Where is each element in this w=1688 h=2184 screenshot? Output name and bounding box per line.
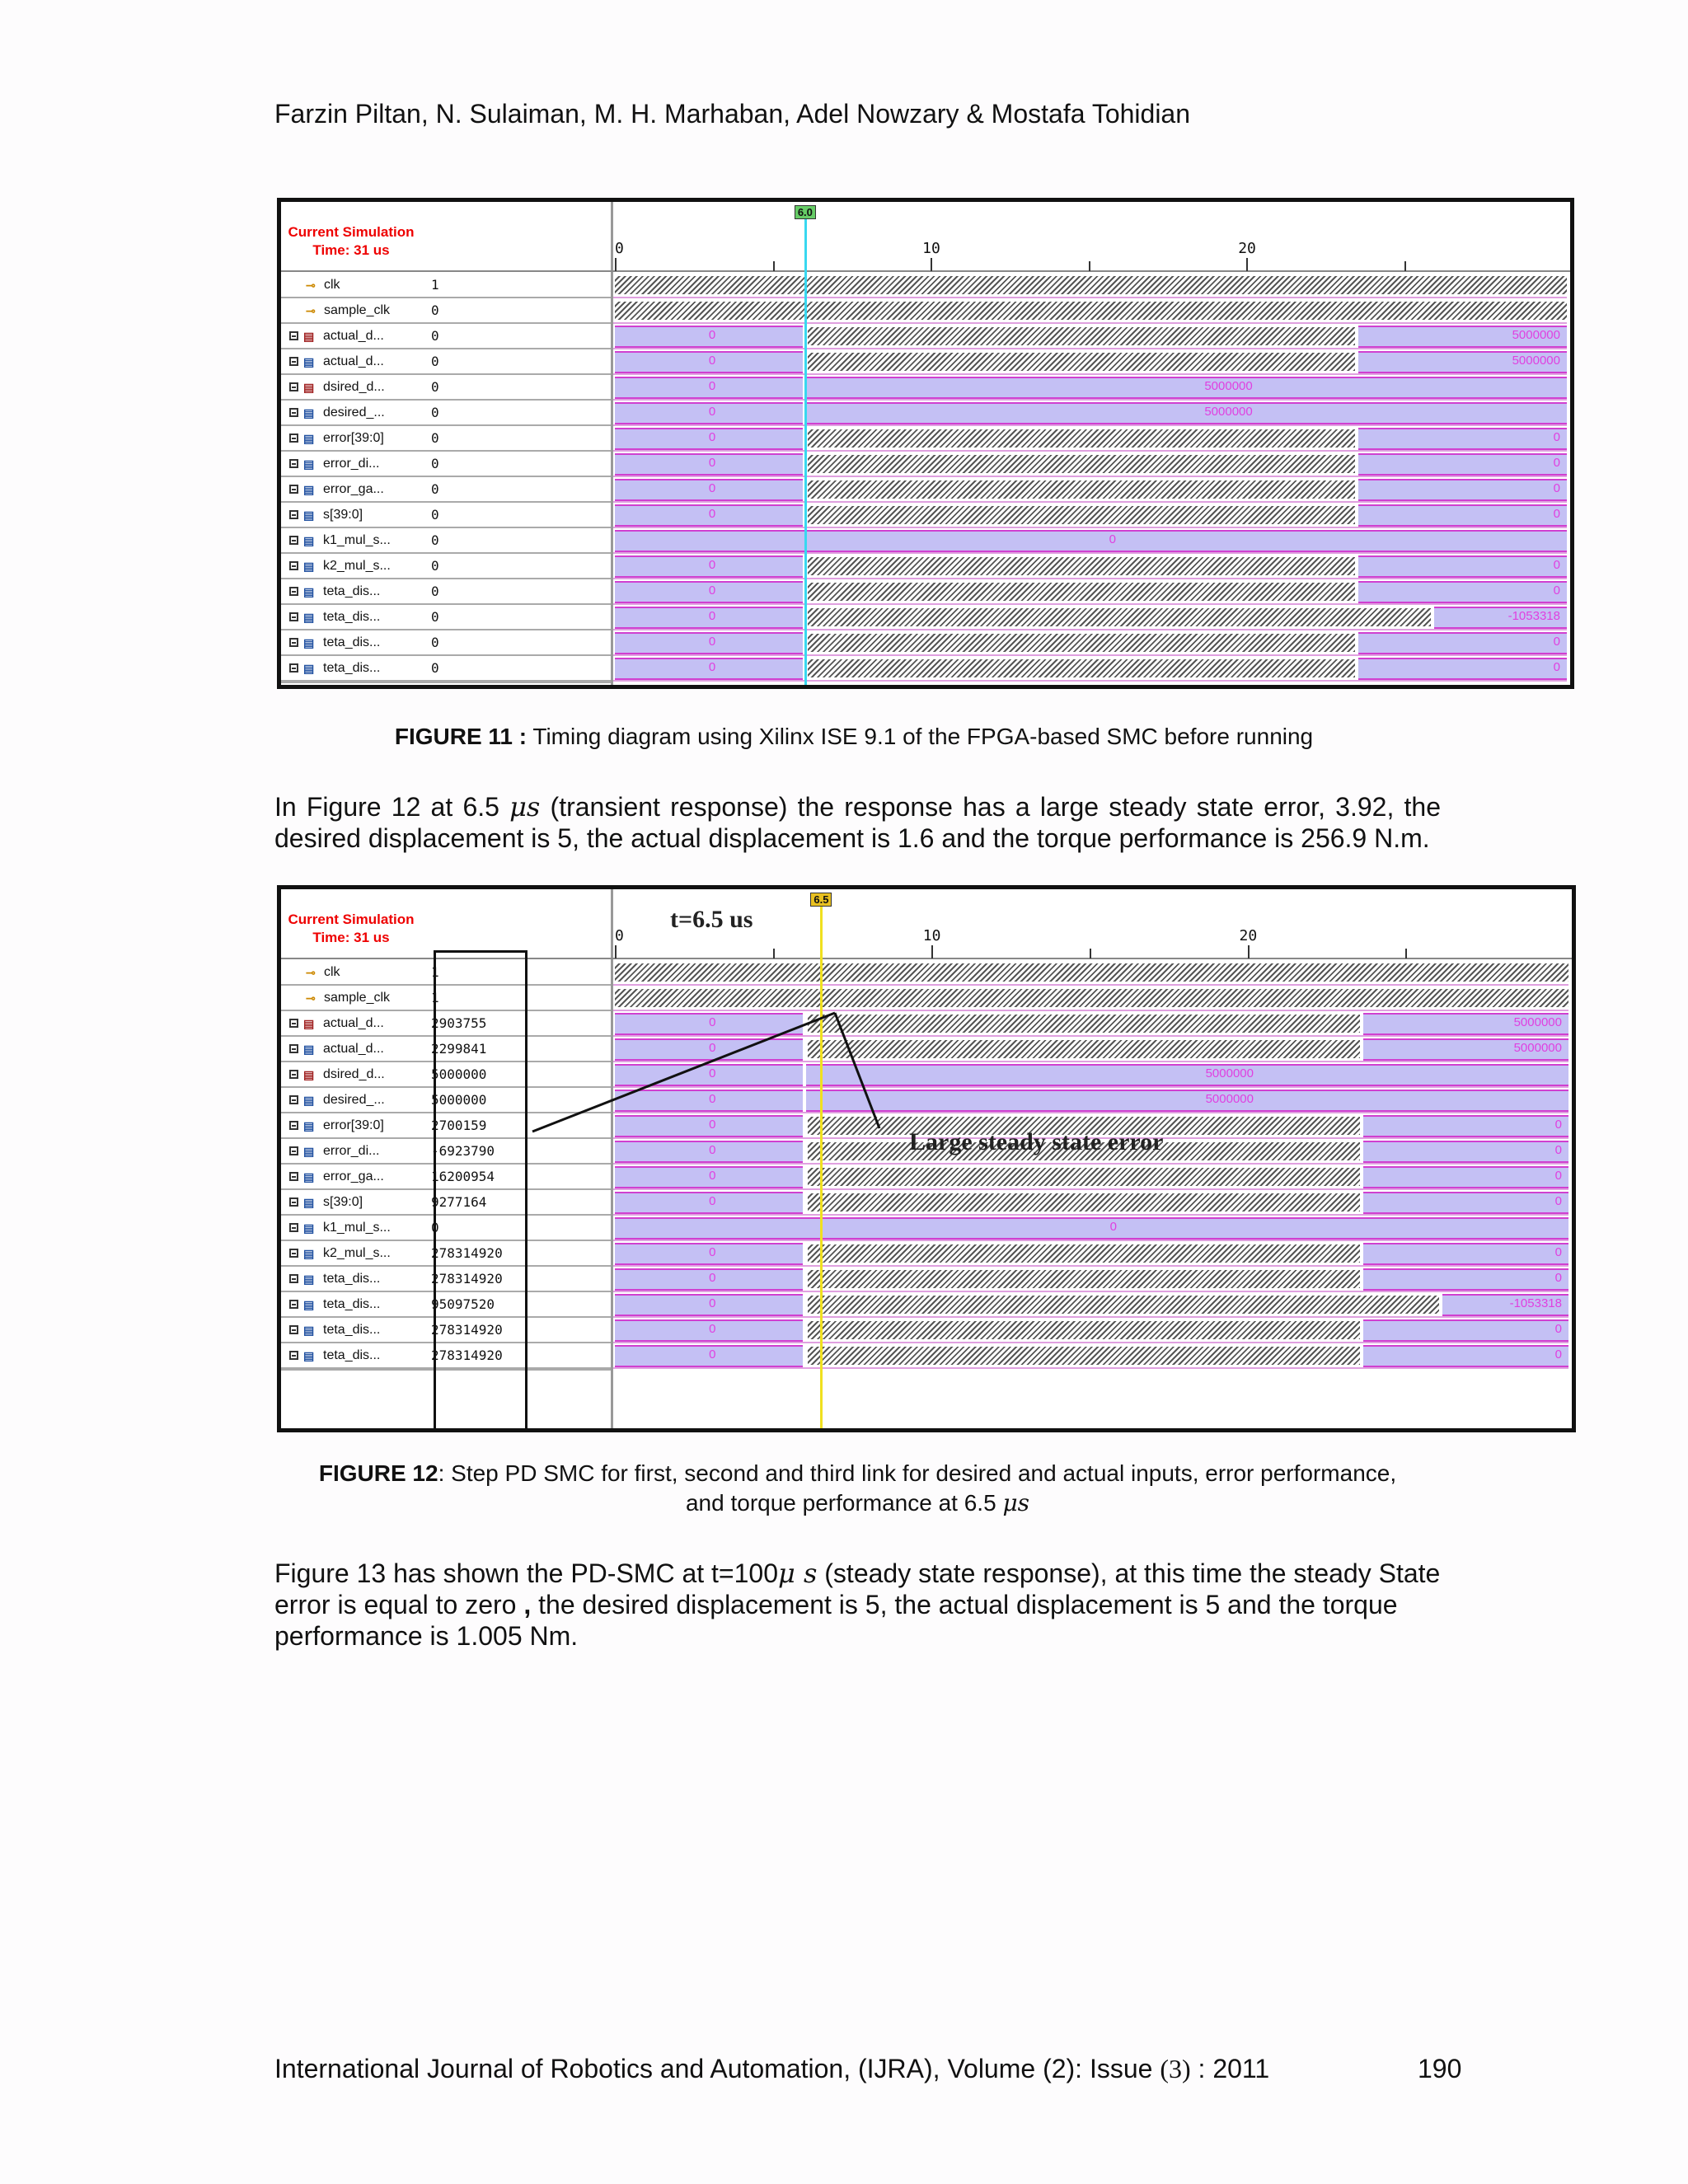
bus-value-label: 5000000 (1513, 1041, 1562, 1055)
bus-signal-icon: ▤ (303, 584, 315, 598)
signal-name: actual_d... (323, 1016, 384, 1030)
expand-bus-icon[interactable] (289, 357, 298, 366)
bus-signal-icon: ▤ (303, 482, 315, 496)
bus-signal-icon: ▤ (303, 635, 315, 649)
signal-name: sample_clk (324, 303, 391, 317)
signal-name: clk (324, 278, 340, 292)
paragraph-text: the desired displacement is 5, the actual displacement is 5 and the torque performance is 1.005 Nm. (274, 1590, 1398, 1651)
signal-name: teta_dis... (323, 610, 381, 624)
waveform (613, 477, 1567, 503)
bus-segment (615, 530, 1567, 552)
signal-name: desired_... (323, 1093, 385, 1107)
bus-value-label: 5000000 (1205, 1092, 1254, 1106)
running-header: Farzin Piltan, N. Sulaiman, M. H. Marhaban, Adel Nowzary & Mostafa Tohidian (274, 99, 1191, 129)
clock-signal-icon: ⊸ (306, 278, 316, 292)
signal-name: clk (324, 965, 340, 979)
signal-value: 0 (421, 426, 611, 452)
bus-value-label: 0 (709, 1271, 716, 1285)
bus-value-label: 0 (708, 379, 716, 393)
expand-bus-icon[interactable] (289, 408, 298, 417)
bus-value-label: 0 (708, 430, 716, 444)
header-divider (281, 270, 1570, 272)
timescale-tick (773, 261, 775, 271)
expand-bus-icon[interactable] (289, 331, 298, 340)
waveform (613, 554, 1567, 579)
signal-name: dsired_d... (323, 1067, 385, 1081)
signal-value: 2299841 (421, 1037, 611, 1062)
bus-value-label: 0 (1554, 1347, 1562, 1361)
bus-segment (1358, 632, 1567, 654)
signal-row[interactable] (281, 554, 421, 579)
bus-value-label: 0 (708, 660, 716, 674)
bus-value-label: 0 (1554, 1169, 1562, 1183)
bus-changing-segment (808, 429, 1355, 448)
bus-signal-icon: ▤ (303, 661, 315, 675)
signal-row[interactable] (281, 579, 421, 605)
micro-seconds-unit: μs (1002, 1489, 1030, 1516)
expand-bus-icon[interactable] (289, 485, 298, 494)
figure-11-caption-text: Timing diagram using Xilinx ISE 9.1 of the FPGA-based SMC before running (527, 724, 1314, 749)
bus-segment (1358, 658, 1567, 680)
expand-bus-icon[interactable] (289, 561, 298, 570)
bus-value-label: 5000000 (1204, 405, 1253, 419)
bold-comma: , (523, 1590, 532, 1619)
signal-name: actual_d... (323, 329, 384, 343)
clock-waveform (615, 276, 1567, 294)
timescale-label: 0 (615, 240, 624, 257)
timescale-label: 20 (1238, 240, 1256, 257)
footer-text: International Journal of Robotics and Automation, (IJRA), Volume (2): Issue (274, 2054, 1160, 2083)
bus-segment (1358, 555, 1567, 578)
signal-value: 0 (421, 1216, 611, 1241)
signal-value: 16200954 (421, 1165, 611, 1190)
time-cursor-label: 6.5 (810, 893, 832, 907)
micro-seconds-unit: μs (509, 791, 541, 823)
signal-value: 0 (421, 452, 611, 477)
bus-signal-icon: ▤ (303, 1016, 315, 1030)
bus-segment (806, 377, 1567, 399)
signal-value: 0 (421, 324, 611, 349)
signal-name: error_ga... (323, 1169, 384, 1183)
waveform (613, 503, 1567, 528)
expand-bus-icon[interactable] (289, 638, 298, 647)
bus-value-label: 5000000 (1512, 328, 1560, 342)
bus-signal-icon: ▤ (303, 1195, 315, 1209)
bus-value-label: 0 (709, 1194, 716, 1208)
bus-value-label: 0 (1553, 583, 1560, 598)
bus-value-label: 5000000 (1205, 1066, 1254, 1080)
bus-value-label: 0 (708, 328, 716, 342)
bus-changing-segment (808, 455, 1355, 473)
signal-value: 9277164 (421, 1190, 611, 1216)
bus-value-label: 0 (1553, 507, 1560, 521)
bus-changing-segment (808, 634, 1355, 652)
expand-bus-icon[interactable] (289, 382, 298, 391)
signal-name: teta_dis... (323, 1348, 381, 1362)
bus-value-label: 0 (1553, 558, 1560, 572)
caption-text: and torque performance at 6.5 (685, 1490, 1003, 1516)
bus-changing-segment (808, 659, 1355, 677)
figure-11-label: FIGURE 11 : (394, 724, 528, 749)
bus-value-label: 0 (1553, 456, 1560, 470)
timescale-label: 10 (922, 240, 940, 257)
bus-value-label: 0 (1109, 1220, 1118, 1234)
time-annotation: t=6.5 us (670, 906, 753, 933)
bus-value-label: 0 (1554, 1271, 1562, 1285)
waveform (613, 452, 1567, 477)
signal-name: teta_dis... (323, 1297, 381, 1311)
expand-bus-icon[interactable] (289, 612, 298, 621)
timescale-tick (1246, 258, 1248, 271)
signal-name: error_ga... (323, 482, 384, 496)
bus-value-label: 0 (709, 1143, 716, 1157)
bus-signal-icon: ▤ (303, 1144, 315, 1158)
signal-name: k1_mul_s... (323, 1221, 391, 1235)
bus-value-label: 5000000 (1513, 1015, 1562, 1029)
waveform (613, 375, 1567, 401)
bus-value-label: 0 (1553, 635, 1560, 649)
waveform (613, 579, 1567, 605)
figure-11-timing-diagram (277, 198, 1574, 689)
signal-value: 0 (421, 528, 611, 554)
paragraph-figure-12-intro (274, 791, 1441, 854)
bus-segment (1358, 581, 1567, 603)
signal-value: 95097520 (421, 1292, 611, 1318)
bus-value-label: 0 (1553, 430, 1560, 444)
bus-segment (1358, 428, 1567, 450)
signal-name: k2_mul_s... (323, 1246, 391, 1260)
pointer-line-to-error-value (532, 1013, 835, 1132)
signal-value: 2700159 (421, 1113, 611, 1139)
waveform (613, 656, 1567, 682)
signal-name: s[39:0] (323, 1195, 363, 1209)
bus-value-label: 0 (709, 1322, 716, 1336)
pointer-line-to-error-annotation (835, 1013, 879, 1128)
signal-name: sample_clk (324, 991, 391, 1005)
bus-value-label: 0 (1554, 1322, 1562, 1336)
bus-value-label: 0 (709, 1015, 716, 1029)
signal-value: 2903755 (421, 1011, 611, 1037)
signal-row[interactable] (281, 477, 421, 503)
signal-name: dsired_d... (323, 380, 385, 394)
waveform (613, 324, 1567, 349)
bus-signal-icon: ▤ (303, 380, 315, 394)
bus-changing-segment (808, 608, 1431, 626)
signal-row[interactable] (281, 503, 421, 528)
signal-row[interactable] (281, 426, 421, 452)
signal-name: error_di... (323, 457, 380, 471)
signal-value: 0 (421, 503, 611, 528)
bus-value-label: 0 (1554, 1194, 1562, 1208)
paragraph-text: (transient response) the response has a large steady state error, 3.92, the desired displacement is 5, the actual displacement is 1.6 and the torque performance is 256.9 N.m. (274, 792, 1442, 853)
bus-signal-icon: ▤ (303, 431, 315, 445)
bus-signal-icon: ▤ (303, 508, 315, 522)
bus-value-label: 0 (708, 354, 716, 368)
signal-value: 0 (421, 298, 611, 324)
bus-value-label: 0 (708, 609, 716, 623)
signal-value: 1 (421, 960, 611, 986)
sim-time-line-2: Time: 31 us (312, 242, 390, 258)
signal-row[interactable] (281, 324, 421, 349)
bus-value-label: 0 (709, 1066, 716, 1080)
signal-value: 1 (421, 273, 611, 298)
bus-signal-icon: ▤ (303, 354, 315, 368)
signal-name: error_di... (323, 1144, 380, 1158)
bus-segment (1358, 453, 1567, 476)
figure-12-label: FIGURE 12 (318, 1460, 438, 1486)
signal-value: 0 (421, 375, 611, 401)
waveform (613, 426, 1567, 452)
signal-row[interactable] (281, 273, 421, 298)
signal-name: teta_dis... (323, 635, 381, 649)
bus-signal-icon: ▤ (303, 1272, 315, 1286)
clock-waveform (615, 302, 1567, 320)
signal-name: desired_... (323, 405, 385, 419)
annotation-arrows (281, 889, 1572, 1428)
signal-value: 278314920 (421, 1241, 611, 1267)
timescale-tick (931, 258, 932, 271)
bus-value-label: 0 (709, 1245, 716, 1259)
bus-value-label: 0 (708, 507, 716, 521)
timescale-label: 0 (615, 927, 624, 944)
bus-value-label: 0 (1554, 1143, 1562, 1157)
signal-value: -6923790 (421, 1139, 611, 1165)
bus-signal-icon: ▤ (303, 1169, 315, 1183)
bus-changing-segment (808, 557, 1355, 575)
timescale-tick (1089, 261, 1090, 271)
signal-value: 0 (421, 579, 611, 605)
expand-bus-icon[interactable] (289, 459, 298, 468)
signal-name: error[39:0] (323, 1118, 384, 1132)
paragraph-text: Figure 13 has shown the PD-SMC at t=100 (274, 1558, 778, 1588)
page-number: 190 (1418, 2054, 1462, 2083)
signal-value: 0 (421, 477, 611, 503)
bus-value-label: 0 (708, 405, 716, 419)
bus-value-label: 0 (708, 456, 716, 470)
bus-signal-icon: ▤ (303, 610, 315, 624)
bus-signal-icon: ▤ (303, 559, 315, 573)
signal-row[interactable] (281, 656, 421, 682)
signal-row[interactable] (281, 375, 421, 401)
signal-row[interactable] (281, 298, 421, 324)
bus-signal-icon: ▤ (303, 329, 315, 343)
expand-bus-icon[interactable] (289, 587, 298, 596)
footer-issue: (3) (1160, 2054, 1191, 2083)
figure-11-caption (277, 722, 1431, 752)
signal-value: 5000000 (421, 1088, 611, 1113)
waveform (613, 528, 1567, 554)
sim-time-line-1: Current Simulation (288, 224, 415, 240)
signal-value: 0 (421, 401, 611, 426)
bus-value-label: 0 (709, 1118, 716, 1132)
bus-value-label: 0 (709, 1041, 716, 1055)
bus-value-label: 0 (1553, 660, 1560, 674)
bus-signal-icon: ▤ (303, 1348, 315, 1362)
timescale-label: 20 (1239, 927, 1258, 944)
timescale-label: 10 (922, 927, 941, 944)
figure-12-caption-line-1 (274, 1459, 1441, 1488)
expand-bus-icon[interactable] (289, 434, 298, 443)
bus-value-label: 0 (709, 1169, 716, 1183)
signal-value: 0 (421, 605, 611, 630)
bus-changing-segment (808, 480, 1355, 499)
signal-row[interactable] (281, 605, 421, 630)
signal-name: teta_dis... (323, 1272, 381, 1286)
row-divider (281, 682, 611, 683)
clock-signal-icon: ⊸ (306, 991, 316, 1005)
signal-row[interactable] (281, 630, 421, 656)
bus-signal-icon: ▤ (303, 1297, 315, 1311)
bus-signal-icon: ▤ (303, 533, 315, 547)
bus-signal-icon: ▤ (303, 1118, 315, 1132)
signal-value: 278314920 (421, 1343, 611, 1369)
expand-bus-icon[interactable] (289, 663, 298, 673)
bus-segment (1358, 479, 1567, 501)
bus-value-label: 0 (708, 635, 716, 649)
bus-value-label: 0 (709, 1092, 716, 1106)
signal-row[interactable] (281, 401, 421, 426)
signal-row[interactable] (281, 528, 421, 554)
micro-seconds-unit: μ s (777, 1558, 818, 1589)
signal-name: s[39:0] (323, 508, 363, 522)
signal-name: error[39:0] (323, 431, 384, 445)
bus-signal-icon: ▤ (303, 405, 315, 419)
bus-value-label: 0 (708, 558, 716, 572)
figure-12-timing-diagram (277, 885, 1576, 1432)
signal-row[interactable] (281, 452, 421, 477)
bus-segment (1358, 504, 1567, 527)
signal-name: actual_d... (323, 1042, 384, 1056)
steady-state-error-annotation: Large steady state error (909, 1128, 1164, 1155)
timescale-tick (1404, 261, 1406, 271)
bus-value-label: -1053318 (1509, 1296, 1562, 1310)
figure-12-caption-line-2 (274, 1488, 1441, 1518)
bus-value-label: 5000000 (1512, 354, 1560, 368)
signal-value: 0 (421, 349, 611, 375)
bus-value-label: 0 (708, 583, 716, 598)
bus-signal-icon: ▤ (303, 1246, 315, 1260)
bus-value-label: -1053318 (1507, 609, 1560, 623)
signal-name: k1_mul_s... (323, 533, 391, 547)
signal-value: 0 (421, 630, 611, 656)
sim-time-line-2: Time: 31 us (312, 930, 390, 945)
paragraph-text: (steady state response), at this time the steady State error is equal to zero (274, 1558, 1441, 1619)
footer-journal (274, 2054, 1269, 2084)
timescale-tick (615, 258, 617, 271)
clock-signal-icon: ⊸ (306, 965, 316, 979)
bus-signal-icon: ▤ (303, 1323, 315, 1337)
waveform (613, 630, 1567, 656)
bus-signal-icon: ▤ (303, 1067, 315, 1081)
waveform (613, 605, 1567, 630)
bus-value-label: 0 (709, 1347, 716, 1361)
signal-value: 278314920 (421, 1267, 611, 1292)
signal-value: 278314920 (421, 1318, 611, 1343)
time-cursor-label: 6.0 (795, 205, 816, 219)
signal-value: 0 (421, 656, 611, 682)
bus-changing-segment (808, 506, 1355, 524)
bus-signal-icon: ▤ (303, 1221, 315, 1235)
paragraph-figure-13-intro (274, 1558, 1441, 1652)
bus-changing-segment (808, 583, 1355, 601)
time-cursor[interactable] (804, 218, 807, 685)
current-simulation-time (281, 223, 421, 260)
waveform (613, 298, 1567, 324)
caption-text: : Step PD SMC for first, second and third link for desired and actual inputs, error performance, (438, 1460, 1397, 1486)
signal-row[interactable] (281, 349, 421, 375)
bus-changing-segment (808, 353, 1355, 371)
bus-segment (806, 402, 1567, 424)
waveform (613, 273, 1567, 298)
signal-name: k2_mul_s... (323, 559, 391, 573)
signal-name: teta_dis... (323, 661, 381, 675)
sim-time-line-1: Current Simulation (288, 912, 415, 927)
clock-signal-icon: ⊸ (306, 303, 316, 317)
bus-value-label: 0 (1554, 1118, 1562, 1132)
bus-signal-icon: ▤ (303, 1093, 315, 1107)
waveform (613, 349, 1567, 375)
bus-value-label: 5000000 (1204, 379, 1253, 393)
bus-value-label: 0 (708, 481, 716, 495)
expand-bus-icon[interactable] (289, 536, 298, 545)
waveform (613, 401, 1567, 426)
signal-name: teta_dis... (323, 584, 381, 598)
bus-changing-segment (808, 327, 1355, 345)
bus-value-label: 0 (1554, 1245, 1562, 1259)
signal-name: teta_dis... (323, 1323, 381, 1337)
signal-value: 5000000 (421, 1062, 611, 1088)
figure-12-caption (274, 1459, 1441, 1518)
bus-value-label: 0 (1553, 481, 1560, 495)
footer-year: : 2011 (1190, 2054, 1270, 2083)
bus-signal-icon: ▤ (303, 457, 315, 471)
expand-bus-icon[interactable] (289, 510, 298, 519)
signal-value: 1 (421, 986, 611, 1011)
bus-signal-icon: ▤ (303, 1042, 315, 1056)
bus-value-label: 0 (1109, 532, 1116, 546)
signal-value: 0 (421, 554, 611, 579)
signal-name: actual_d... (323, 354, 384, 368)
bus-value-label: 0 (709, 1296, 716, 1310)
paragraph-text: In Figure 12 at 6.5 (274, 792, 510, 822)
